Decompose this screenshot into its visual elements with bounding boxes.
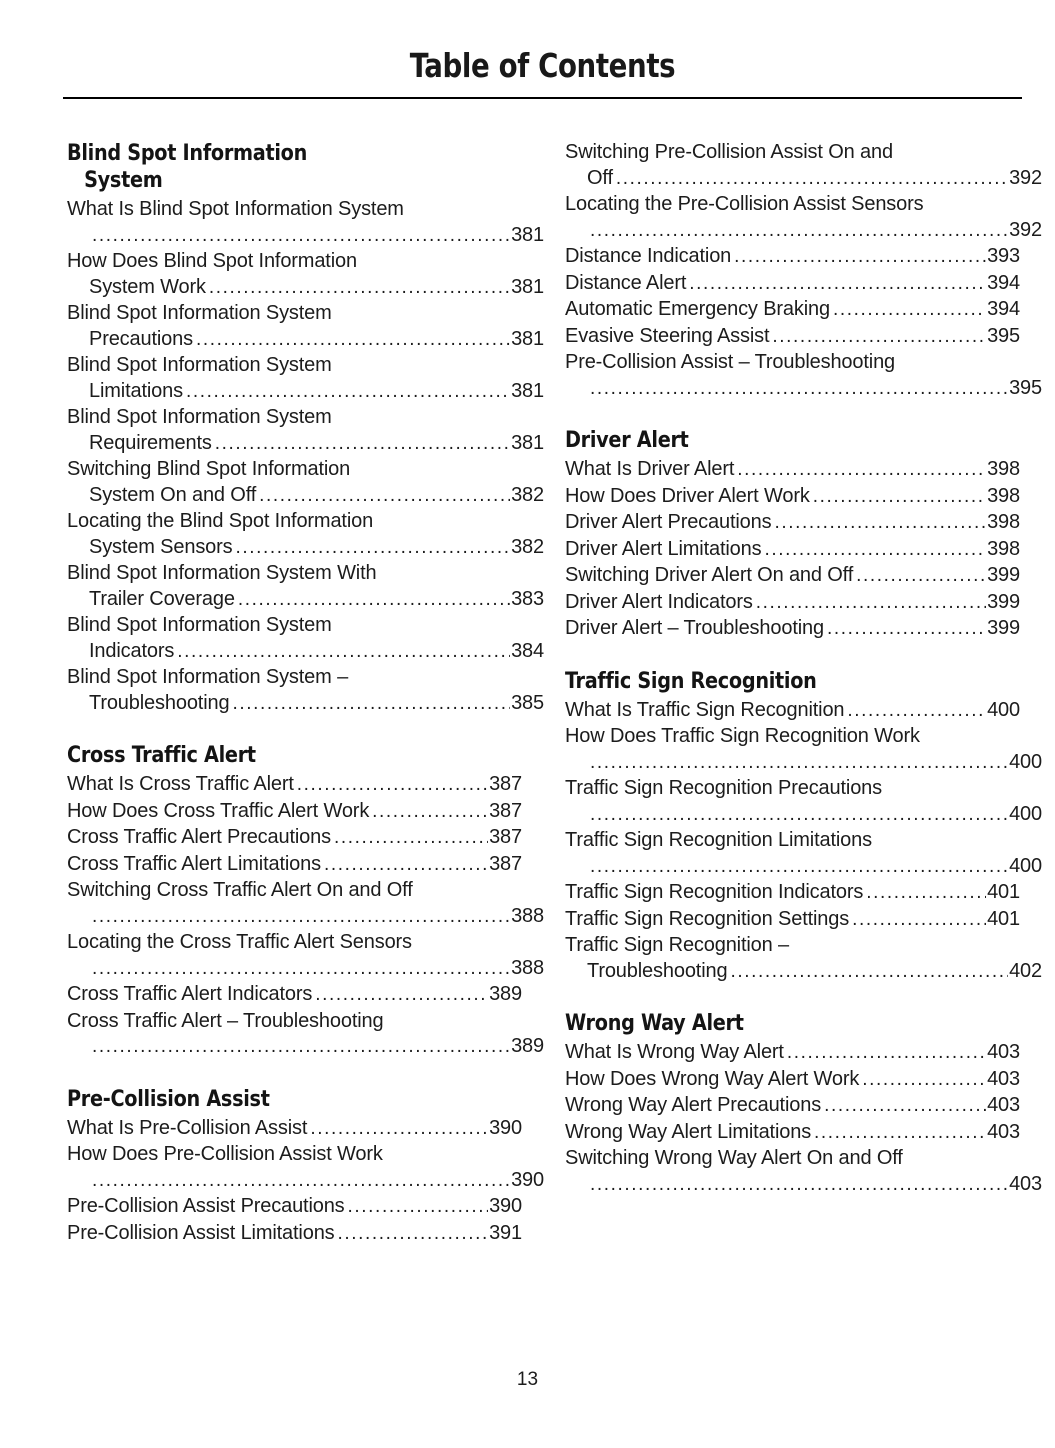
toc-page-number: 381 (511, 431, 544, 454)
toc-entry-text: Locating the Blind Spot Information (67, 510, 374, 532)
dot-leader (372, 799, 488, 825)
title-divider (63, 97, 1022, 99)
toc-page-number: 403 (987, 1120, 1020, 1143)
toc-entry[interactable] (67, 825, 522, 851)
toc-leader-row (67, 1194, 522, 1220)
toc-entry-text: Blind Spot Information System (67, 406, 332, 428)
toc-section-heading (565, 668, 997, 695)
toc-entry-text: Wrong Way Alert Limitations (565, 1120, 812, 1143)
dot-leader (92, 956, 510, 982)
toc-section-heading-line: Driver Alert (565, 427, 689, 453)
toc-entry-text: Trailer Coverage (89, 587, 235, 610)
toc-entry[interactable] (67, 509, 544, 560)
toc-page-number: 400 (1009, 802, 1042, 825)
toc-leader-row (565, 959, 1042, 985)
toc-page-number: 394 (987, 271, 1020, 294)
toc-section-heading (67, 1086, 499, 1113)
toc-entry[interactable] (565, 590, 1020, 616)
dot-leader (856, 563, 986, 589)
toc-page-number: 401 (987, 907, 1020, 930)
toc-column-left (67, 140, 544, 1247)
toc-page-number: 398 (987, 537, 1020, 560)
toc-entry[interactable] (565, 698, 1020, 724)
toc-entry-text: Troubleshooting (587, 959, 728, 982)
toc-entry-text: Off (587, 166, 613, 189)
dot-leader (590, 1172, 1008, 1198)
toc-entry-text: Pre-Collision Assist Limitations (67, 1221, 335, 1244)
toc-entry[interactable] (67, 1221, 522, 1247)
dot-leader (862, 1067, 986, 1093)
toc-entry-text: Switching Cross Traffic Alert On and Off (67, 879, 413, 901)
toc-page-number: 382 (511, 535, 544, 558)
toc-section-heading (67, 742, 499, 769)
toc-page-number: 401 (987, 881, 1020, 903)
toc-entry[interactable] (67, 457, 544, 508)
toc-page-number: 399 (987, 590, 1020, 613)
toc-entry[interactable] (565, 1146, 1042, 1197)
dot-leader (338, 1221, 489, 1247)
toc-entry[interactable] (67, 772, 522, 798)
dot-leader (310, 1116, 488, 1142)
toc-leader-row (67, 587, 544, 613)
toc-leader-row (565, 510, 1020, 536)
toc-entry[interactable] (67, 852, 522, 878)
toc-leader-row (565, 802, 1042, 828)
dot-leader (259, 483, 510, 509)
dot-leader (824, 1093, 986, 1119)
toc-entry-text: How Does Traffic Sign Recognition Work (565, 725, 920, 747)
toc-entry[interactable] (565, 192, 1042, 243)
dot-leader (590, 218, 1008, 244)
toc-page-number: 403 (987, 1067, 1020, 1090)
toc-leader-row (67, 275, 544, 301)
toc-entry[interactable] (565, 297, 1020, 323)
toc-page-number: 385 (511, 691, 544, 714)
toc-leader-row (67, 1168, 544, 1194)
toc-entry-text: Cross Traffic Alert Precautions (67, 826, 331, 848)
toc-entry-text: How Does Blind Spot Information (67, 250, 357, 272)
toc-page-number: 391 (489, 1221, 522, 1244)
toc-entry-text: Pre-Collision Assist Precautions (67, 1195, 345, 1217)
toc-page-number: 383 (511, 587, 544, 610)
dot-leader (177, 639, 510, 665)
toc-page-number: 387 (489, 799, 522, 822)
toc-page-number: 393 (987, 245, 1020, 267)
dot-leader (215, 431, 510, 457)
toc-entry-text: System Work (89, 275, 206, 298)
dot-leader (334, 825, 488, 851)
toc-leader-row (67, 431, 544, 457)
toc-leader-row (565, 271, 1020, 297)
toc-entry[interactable] (67, 301, 544, 352)
toc-page-number: 394 (987, 298, 1020, 320)
toc-leader-row (565, 1093, 1020, 1119)
dot-leader (92, 1034, 510, 1060)
dot-leader (814, 1120, 986, 1146)
toc-page-number: 392 (1009, 218, 1042, 241)
dot-leader (813, 484, 986, 510)
toc-section-heading-line: Blind Spot Information (67, 140, 308, 166)
toc-page-number: 388 (511, 956, 544, 979)
toc-entry-text: What Is Traffic Sign Recognition (565, 698, 845, 721)
dot-leader (689, 271, 986, 297)
toc-leader-row (565, 590, 1020, 616)
toc-columns (0, 140, 1055, 1247)
toc-entry-text: Cross Traffic Alert – Troubleshooting (67, 1009, 384, 1032)
toc-entry-text: Indicators (89, 639, 175, 662)
toc-page-number: 403 (1009, 1172, 1042, 1195)
toc-entry[interactable] (565, 537, 1020, 563)
toc-entry[interactable] (67, 405, 544, 456)
toc-leader-row (565, 1067, 1020, 1093)
toc-leader-row (565, 698, 1020, 724)
dot-leader (324, 852, 488, 878)
dot-leader (590, 750, 1008, 776)
toc-section-wrong-way-alert (565, 1010, 1042, 1197)
toc-page-number: 400 (1009, 854, 1042, 877)
toc-section-heading-line: Cross Traffic Alert (67, 742, 256, 768)
toc-section-heading-line: Traffic Sign Recognition (565, 667, 817, 694)
toc-leader-row (565, 616, 1020, 642)
toc-leader-row (565, 563, 1020, 589)
toc-leader-row (67, 956, 544, 982)
dot-leader (92, 223, 510, 249)
toc-entry-text: Blind Spot Information System (67, 614, 332, 636)
toc-entry[interactable] (565, 776, 1042, 827)
toc-entry-text: How Does Cross Traffic Alert Work (67, 799, 370, 822)
toc-entry[interactable] (565, 933, 1042, 984)
toc-leader-row (565, 854, 1042, 880)
toc-page-number: 390 (489, 1195, 522, 1217)
toc-entry[interactable] (565, 1040, 1020, 1066)
toc-entry[interactable] (67, 799, 522, 825)
toc-entry[interactable] (565, 907, 1020, 933)
dot-leader (774, 510, 986, 536)
toc-entry[interactable] (67, 930, 544, 981)
toc-section-heading (565, 1010, 997, 1037)
toc-entry[interactable] (67, 613, 544, 664)
toc-entry[interactable] (565, 724, 1042, 775)
toc-page-number: 387 (489, 826, 522, 848)
toc-section-cross-traffic-alert (67, 742, 544, 1060)
toc-entry[interactable] (67, 353, 544, 404)
toc-entry-text: Traffic Sign Recognition Precautions (565, 777, 882, 799)
dot-leader (827, 616, 986, 642)
toc-page-number: 400 (987, 698, 1020, 721)
dot-leader (730, 959, 1008, 985)
toc-page-number: 392 (1009, 166, 1042, 189)
toc-entry-text: Distance Indication (565, 245, 732, 267)
toc-leader-row (565, 376, 1042, 402)
toc-entry[interactable] (67, 1116, 522, 1142)
toc-page-number: 387 (489, 852, 522, 875)
toc-leader-row (565, 166, 1042, 192)
toc-page-number: 381 (511, 327, 544, 350)
dot-leader (590, 376, 1008, 402)
toc-leader-row (565, 244, 1020, 270)
dot-leader (852, 907, 986, 933)
toc-page-number: 395 (1009, 376, 1042, 399)
dot-leader (92, 1168, 510, 1194)
toc-entry-text: Traffic Sign Recognition Settings (565, 907, 850, 930)
toc-entry-text: Blind Spot Information System With (67, 562, 377, 584)
toc-entry[interactable] (565, 457, 1020, 483)
toc-section-continued (565, 140, 1042, 401)
toc-entry-text: System On and Off (89, 483, 257, 506)
dot-leader (232, 691, 510, 717)
toc-entry[interactable] (67, 665, 544, 716)
toc-leader-row (67, 639, 544, 665)
dot-leader (737, 457, 986, 483)
toc-leader-row (67, 327, 544, 353)
toc-entry-text: Traffic Sign Recognition – (565, 934, 790, 956)
toc-entry[interactable] (565, 510, 1020, 536)
toc-entry[interactable] (565, 244, 1020, 270)
dot-leader (297, 772, 488, 798)
toc-leader-row (565, 324, 1020, 350)
toc-section-pre-collision-assist (67, 1085, 544, 1247)
toc-entry[interactable] (67, 1142, 544, 1193)
toc-entry-text: What Is Blind Spot Information System (67, 198, 404, 220)
toc-entry-text: Locating the Cross Traffic Alert Sensors (67, 931, 412, 953)
toc-page-number: 390 (489, 1116, 522, 1139)
toc-page-number: 389 (489, 983, 522, 1005)
toc-leader-row (565, 537, 1020, 563)
dot-leader (590, 802, 1008, 828)
dot-leader (833, 297, 986, 323)
toc-entry-text: Cross Traffic Alert Indicators (67, 983, 313, 1005)
toc-page-number: 403 (987, 1041, 1020, 1063)
toc-entry-text: Driver Alert – Troubleshooting (565, 617, 824, 639)
dot-leader (616, 166, 1008, 192)
toc-entry-text: Wrong Way Alert Precautions (565, 1094, 822, 1116)
toc-leader-row (67, 691, 544, 717)
toc-leader-row (67, 852, 522, 878)
toc-page-number: 395 (987, 324, 1020, 347)
toc-page-number: 390 (511, 1168, 544, 1191)
toc-leader-row (67, 904, 544, 930)
toc-page-number: 387 (489, 773, 522, 795)
toc-entry-text: System Sensors (89, 535, 233, 558)
toc-entry[interactable] (565, 271, 1020, 297)
toc-entry-text: Distance Alert (565, 271, 687, 294)
page-number: 13 (516, 1369, 539, 1390)
toc-entry-text: What Is Pre-Collision Assist (67, 1116, 308, 1139)
toc-page-number: 400 (1009, 750, 1042, 773)
toc-page-number: 389 (511, 1035, 544, 1057)
toc-entry[interactable] (67, 561, 544, 612)
toc-leader-row (67, 379, 544, 405)
dot-leader (236, 535, 511, 561)
dot-leader (772, 324, 986, 350)
toc-entry-text: Switching Driver Alert On and Off (565, 564, 854, 586)
toc-entry[interactable] (565, 1093, 1020, 1119)
toc-entry-text: Blind Spot Information System – (67, 666, 349, 688)
dot-leader (756, 590, 986, 616)
toc-entry-text: Driver Alert Indicators (565, 590, 753, 613)
dot-leader (734, 244, 986, 270)
toc-leader-row (67, 223, 544, 249)
toc-leader-row (565, 484, 1020, 510)
toc-leader-row (565, 1172, 1042, 1198)
dot-leader (238, 587, 510, 613)
toc-section-heading-line: Wrong Way Alert (565, 1010, 744, 1036)
toc-section-driver-alert (565, 427, 1020, 642)
toc-entry-text: Blind Spot Information System (67, 354, 332, 376)
toc-page-number: 398 (987, 484, 1020, 507)
toc-entry-text: Switching Wrong Way Alert On and Off (565, 1147, 903, 1169)
toc-entry-text: Driver Alert Precautions (565, 511, 772, 533)
toc-leader-row (565, 1040, 1020, 1066)
toc-leader-row (67, 1221, 522, 1247)
toc-entry[interactable] (67, 1009, 544, 1060)
toc-leader-row (67, 483, 544, 509)
toc-entry[interactable] (67, 197, 544, 248)
toc-leader-row (565, 1120, 1020, 1146)
toc-page-number: 403 (987, 1094, 1020, 1116)
toc-entry[interactable] (565, 350, 1042, 401)
dot-leader (186, 379, 510, 405)
toc-entry[interactable] (67, 982, 522, 1008)
toc-leader-row (67, 535, 544, 561)
toc-entry[interactable] (67, 249, 544, 300)
toc-section-blind-spot-information (67, 140, 544, 716)
toc-page-number: 399 (987, 564, 1020, 586)
toc-page-number: 398 (987, 511, 1020, 533)
toc-leader-row (565, 880, 1020, 906)
dot-leader (196, 327, 510, 353)
toc-page-number: 398 (987, 458, 1020, 480)
toc-entry[interactable] (67, 1194, 522, 1220)
toc-entry-text: What Is Wrong Way Alert (565, 1041, 784, 1063)
toc-entry-text: Cross Traffic Alert Limitations (67, 852, 321, 875)
toc-entry-text: Switching Pre-Collision Assist On and (565, 141, 893, 163)
toc-entry[interactable] (565, 1067, 1020, 1093)
toc-entry-text: How Does Driver Alert Work (565, 484, 810, 507)
toc-entry[interactable] (565, 484, 1020, 510)
toc-leader-row (67, 799, 522, 825)
toc-page-number: 402 (1009, 959, 1042, 982)
toc-entry-text: What Is Driver Alert (565, 458, 735, 480)
toc-page-number: 384 (511, 639, 544, 662)
toc-section-heading-line: Pre-Collision Assist (67, 1085, 270, 1112)
toc-leader-row (565, 907, 1020, 933)
dot-leader (787, 1040, 986, 1066)
toc-entry-text: Driver Alert Limitations (565, 537, 762, 560)
toc-entry-text: Traffic Sign Recognition Indicators (565, 881, 864, 903)
toc-entry-text: Limitations (89, 379, 183, 402)
page-title: Table of Contents (409, 46, 676, 85)
toc-entry-text: How Does Wrong Way Alert Work (565, 1067, 860, 1090)
toc-entry-text: Precautions (89, 327, 193, 350)
toc-entry-text: Blind Spot Information System (67, 302, 332, 324)
toc-leader-row (67, 1116, 522, 1142)
toc-page-number: 388 (511, 904, 544, 927)
toc-page-number: 399 (987, 617, 1020, 639)
toc-page-number: 381 (511, 275, 544, 298)
dot-leader (764, 537, 986, 563)
toc-page-number: 381 (511, 223, 544, 246)
dot-leader (348, 1194, 489, 1220)
toc-leader-row (565, 750, 1042, 776)
toc-entry[interactable] (67, 878, 544, 929)
dot-leader (209, 275, 510, 301)
dot-leader (92, 904, 510, 930)
dot-leader (315, 982, 488, 1008)
dot-leader (847, 698, 986, 724)
toc-page-number: 382 (511, 483, 544, 506)
toc-leader-row (565, 218, 1042, 244)
toc-section-heading-continuation: System (84, 167, 163, 193)
toc-leader-row (67, 982, 522, 1008)
toc-entry[interactable] (565, 1120, 1020, 1146)
toc-entry-text: Traffic Sign Recognition Limitations (565, 829, 872, 851)
toc-leader-row (565, 297, 1020, 323)
toc-entry-text: Evasive Steering Assist (565, 324, 770, 347)
toc-entry[interactable] (565, 563, 1020, 589)
dot-leader (866, 880, 986, 906)
toc-leader-row (67, 772, 522, 798)
toc-leader-row (565, 457, 1020, 483)
toc-entry[interactable] (565, 880, 1020, 906)
toc-entry-text: Requirements (89, 431, 212, 454)
toc-entry[interactable] (565, 140, 1042, 191)
toc-entry-text: Locating the Pre-Collision Assist Sensors (565, 193, 924, 215)
toc-entry[interactable] (565, 828, 1042, 879)
toc-entry-text: What Is Cross Traffic Alert (67, 773, 294, 795)
toc-column-right (565, 140, 1042, 1247)
toc-entry[interactable] (565, 616, 1020, 642)
toc-leader-row (67, 1034, 544, 1060)
toc-section-heading (67, 140, 499, 194)
toc-entry[interactable] (565, 324, 1020, 350)
toc-entry-text: Pre-Collision Assist – Troubleshooting (565, 351, 896, 373)
toc-leader-row (67, 825, 522, 851)
toc-section-traffic-sign-recognition (565, 667, 1042, 985)
toc-entry-text: How Does Pre-Collision Assist Work (67, 1143, 383, 1165)
toc-entry-text: Switching Blind Spot Information (67, 458, 351, 480)
dot-leader (590, 854, 1008, 880)
toc-page-number: 381 (511, 379, 544, 402)
toc-entry-text: Automatic Emergency Braking (565, 298, 830, 320)
toc-entry-text: Troubleshooting (89, 691, 230, 714)
toc-section-heading (565, 427, 997, 454)
